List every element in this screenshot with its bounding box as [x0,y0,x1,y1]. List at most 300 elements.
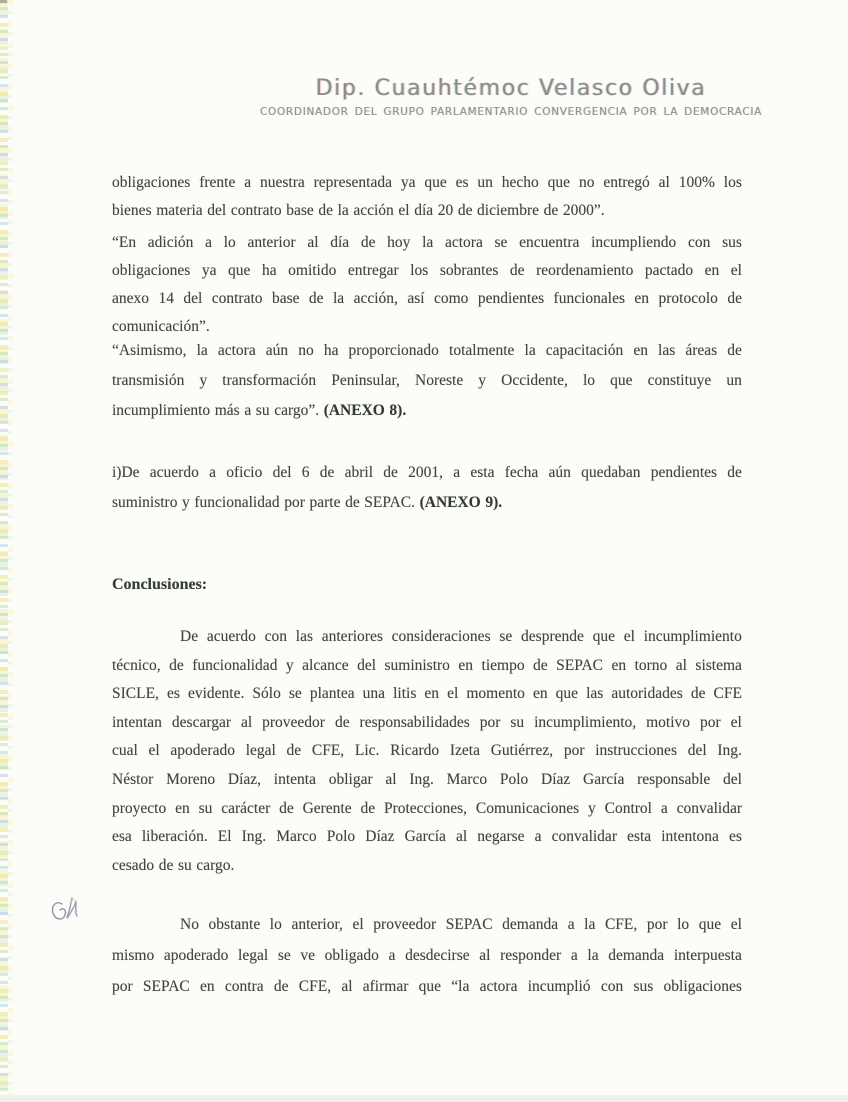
word: en [200,978,215,995]
word: de [533,656,548,674]
word: por [284,494,305,511]
word: sus [722,234,742,251]
word: al [240,713,253,731]
word: técnico, [112,656,161,674]
word: Ing. [717,742,742,760]
word: día [330,234,350,251]
word: al [385,770,397,788]
word: la [196,342,208,359]
word: se [288,685,302,703]
word: a [244,402,252,419]
word: legal [245,742,276,760]
word: representada [313,174,392,191]
word: Gerente [302,799,352,817]
word: Sólo [252,685,281,703]
word: liberación. [141,828,208,846]
word: acción [353,202,394,219]
word: Protecciones, [383,799,468,817]
word: esa [112,828,132,846]
word: CFE, [604,916,638,933]
word: que [424,174,447,191]
word: a [534,828,542,846]
word: ya [400,174,416,191]
word: SEPAC [445,916,493,933]
word: funcionales [553,290,625,307]
word: “Asimismo, [112,342,187,359]
word: 20 [437,202,454,219]
word: (ANEXO [419,494,481,511]
word: totalmente [449,342,515,359]
word: convalidar [551,828,617,846]
word: aún [548,464,571,481]
word: ha [261,262,277,279]
word: de [334,713,350,731]
word: actora [444,234,483,251]
word: no [298,342,314,359]
word: por [700,713,721,731]
word: con [688,234,711,251]
word: de [727,342,742,359]
word: transmisión [112,372,185,389]
word: de [383,464,398,481]
word: actora [217,342,256,359]
word: al [341,978,353,995]
word: del [357,656,377,674]
word: a [209,464,216,481]
word: Gutiérrez, [490,742,554,760]
word: abril [344,464,374,481]
word: y [588,799,596,817]
word: obligaciones [112,174,191,191]
word: pendientes [477,290,545,307]
word: Díaz [541,770,571,788]
word: su [178,856,192,874]
word: demanda [502,916,559,933]
word: de [345,494,360,511]
word: al [479,947,491,964]
word: y [285,656,294,674]
word: de [169,656,184,674]
word: contrato [230,202,282,219]
word: desdecirse [405,947,470,964]
word: negarse [477,828,525,846]
word: de [543,202,559,219]
word: proporcionado [348,342,439,359]
word: SICLE, [112,685,159,703]
word: incumplimiento [643,628,742,645]
word: acción, [353,290,398,307]
word: Néstor [112,770,154,788]
word: de [279,799,294,817]
word: su [198,799,213,817]
text-line [112,971,742,1002]
word: acuerdo [206,628,256,645]
word: a [567,916,575,933]
word: García [583,770,625,788]
letterhead-subtitle: COORDINADOR DEL GRUPO PARLAMENTARIO CONVERGENCIA POR LA DEMOCRACIA [259,106,763,118]
text-line [112,336,742,366]
word: pendientes [650,464,718,481]
word: diciembre [477,202,540,219]
word: por [646,916,668,933]
word: lo [269,916,282,933]
word: afirmar [362,978,409,995]
word: una [362,685,386,703]
word: esta [470,464,495,481]
word: más [214,402,240,419]
word: parte [309,494,341,511]
word: momento [466,685,525,703]
word: en [704,262,720,279]
text-line [112,652,742,681]
text-line [112,488,742,518]
word: (ANEXO [323,402,385,419]
word: de [457,202,473,219]
word: a [570,947,578,964]
word: adición [147,234,194,251]
word: García [404,828,446,846]
word: lo [582,372,595,389]
word: al [658,174,670,191]
word: legal [238,947,269,964]
word: sobrantes [439,262,499,279]
word: y [199,372,208,389]
word: incumplimiento [112,402,211,419]
word: nuestra [260,174,305,191]
word: por [479,713,501,731]
word: el [730,713,742,731]
section-heading [112,571,742,599]
word: mismo [112,947,155,964]
word: Polo [326,828,356,846]
word: base [271,290,300,307]
word: el [730,262,742,279]
word: el [730,916,742,933]
word: que [228,262,251,279]
word: el [447,685,459,703]
word: SEPAC. [364,494,415,511]
word: se [499,628,513,645]
word: es [728,828,742,846]
word: sus [633,978,654,995]
word: entregar [347,262,399,279]
word: a [453,464,461,481]
word: anterior [247,234,296,251]
word: apoderado [163,947,229,964]
word: 6 [301,464,310,481]
word: ha [323,342,339,359]
word: materia [156,202,203,219]
word: quedaban [581,464,641,481]
text-line [112,680,742,709]
word: aún [265,342,289,359]
word: las [295,628,313,645]
word: en [175,799,190,817]
word: De [180,628,199,645]
word: la [332,290,345,307]
paragraph [112,336,742,426]
word: con [600,978,624,995]
word: Polo [499,770,529,788]
word: de [308,290,324,307]
word: Ing. [409,770,434,788]
word: demanda [608,947,665,964]
word: las [658,342,676,359]
word: en [634,290,650,307]
word: cargo. [196,856,235,874]
word: litis [393,685,417,703]
text-line [112,396,742,426]
text-line [112,940,742,971]
word: que [592,628,616,645]
word: a [388,947,396,964]
word: carácter [221,799,271,817]
word: a [205,234,212,251]
text-line [112,823,742,852]
word: CFE, [311,742,345,760]
word: responsabilidades [359,713,470,731]
word: los [410,262,429,279]
word: motivo [646,713,691,731]
word: de [318,202,333,219]
word: de [690,685,706,703]
text-line [112,229,742,257]
word: a [660,799,668,817]
word: en [532,685,548,703]
word: constituye [647,372,712,389]
word: de [286,742,302,760]
text-line [112,737,742,766]
word: suministro [384,656,450,674]
word: alcance [302,656,349,674]
word: en [611,656,627,674]
word: 2001, [408,464,444,481]
word: al [307,234,319,251]
handwritten-margin-scribble-icon [48,890,88,932]
word: incumplimiento, [534,713,637,731]
word: Díaz [365,828,395,846]
word: convalidar [676,799,742,817]
word: funcionalidad [194,494,280,511]
word: comunicación”. [112,318,210,335]
word: anexo [112,290,150,307]
word: su [255,402,270,419]
word: que [610,372,633,389]
word: incumplió [527,978,591,995]
word: su [510,713,525,731]
word: ya [201,262,217,279]
scanner-edge-artifact [0,0,8,1102]
word: proyecto [112,799,167,817]
word: en [458,656,474,674]
scanner-edge-artifact-faint [8,0,13,1102]
text-line [112,458,742,488]
word: obstante [208,916,261,933]
word: omitido [288,262,337,279]
word: un [477,174,493,191]
word: Noreste [415,372,464,389]
word: SEPAC [556,656,603,674]
word: la [422,234,434,251]
word: del [723,770,742,788]
text-line [112,766,742,795]
text-line [112,571,742,599]
word: bienes [112,202,152,219]
word: ve [300,947,316,964]
word: al [455,828,468,846]
word: CFE [713,685,742,703]
word: de [509,262,525,279]
paragraph [112,458,742,518]
word: “la [451,978,470,995]
word: CFE, [298,978,332,995]
word: “En [112,234,137,251]
word: obligar [328,770,373,788]
word: transformación [222,372,317,389]
word: obligaciones [112,262,191,279]
word: SEPAC [142,978,190,995]
word: frente [199,174,236,191]
word: áreas [685,342,718,359]
word: responsable [637,770,711,788]
word: de [727,464,742,481]
word: Marco [446,770,488,788]
word: interpuesta [673,947,742,964]
word: obligaciones [663,978,742,995]
word: 2000”. [562,202,605,219]
word: al [675,656,687,674]
word: actora [479,978,518,995]
word: un [726,372,742,389]
word: 9). [485,494,503,511]
word: instrucciones [595,742,677,760]
word: fecha [504,464,539,481]
word: de [273,978,289,995]
word: cual [112,742,138,760]
word: en [424,685,440,703]
word: del [183,290,203,307]
word: funcionalidad [192,656,278,674]
word: de [360,234,376,251]
word: base [286,202,314,219]
word: desprende [521,628,584,645]
word: tiempo [481,656,525,674]
word: i)De [112,464,140,481]
scan-corner-mark [0,0,7,3]
document-body [112,0,742,1102]
word: anterior, [291,916,343,933]
word: pactado [644,262,694,279]
word: que [547,174,571,191]
word: intenta [273,770,316,788]
word: intentan [112,713,162,731]
word: la [584,916,596,933]
word: sistema [695,656,742,674]
word: Control [604,799,652,817]
word: Ing. [241,828,267,846]
word: contra [224,978,264,995]
text-line [112,623,742,652]
word: acuerdo [149,464,199,481]
word: de [360,799,376,817]
word: esta [627,828,652,846]
word: día [414,202,434,219]
word: de [319,464,335,481]
word: lo [223,234,236,251]
word: no [578,174,595,191]
word: con [264,628,288,645]
text-line [112,169,742,197]
word: evidente. [187,685,245,703]
word: Lic. [354,742,380,760]
word: proveedor [262,713,325,731]
word: suministro [112,494,178,511]
word: del [207,202,227,219]
text-line [112,909,742,940]
word: la [524,342,536,359]
word: Moreno [166,770,216,788]
word: entregó [603,174,650,191]
word: que [698,916,722,933]
word: Marco [276,828,317,846]
word: Peninsular, [331,372,400,389]
text-line [112,852,742,881]
word: cesado [112,856,155,874]
word: 8). [389,402,407,419]
text-line [112,709,742,738]
word: intentona [661,828,719,846]
text-line [112,285,742,313]
word: oficio [226,464,263,481]
word: el [398,202,410,219]
word: los [723,174,742,191]
word: la [337,202,349,219]
word: El [217,828,232,846]
word: protocolo [658,290,718,307]
word: cargo”. [274,402,320,419]
word: por [563,742,585,760]
word: en [633,342,648,359]
word: que [418,978,442,995]
word: obligado [324,947,379,964]
text-line [112,366,742,396]
word: Occidente, [501,372,568,389]
word: encuentra [519,234,580,251]
word: del [272,464,292,481]
word: capacitación [545,342,624,359]
word: Conclusiones: [112,576,208,593]
word: la [587,947,599,964]
word: se [277,947,291,964]
word: proveedor [373,916,437,933]
word: No [180,916,199,933]
word: Izeta [449,742,480,760]
word: el [623,628,635,645]
word: plantea [309,685,355,703]
paragraph [112,623,742,880]
paragraph [112,229,742,341]
word: como [433,290,469,307]
word: es [455,174,469,191]
letterhead-name: Dip. Cuauhtémoc Velasco Oliva [315,76,707,101]
word: Díaz, [227,770,262,788]
word: por [112,978,133,995]
word: y [478,372,487,389]
word: se [494,234,508,251]
paragraph [112,169,742,225]
paragraph [112,909,742,1002]
word: Ricardo [390,742,440,760]
